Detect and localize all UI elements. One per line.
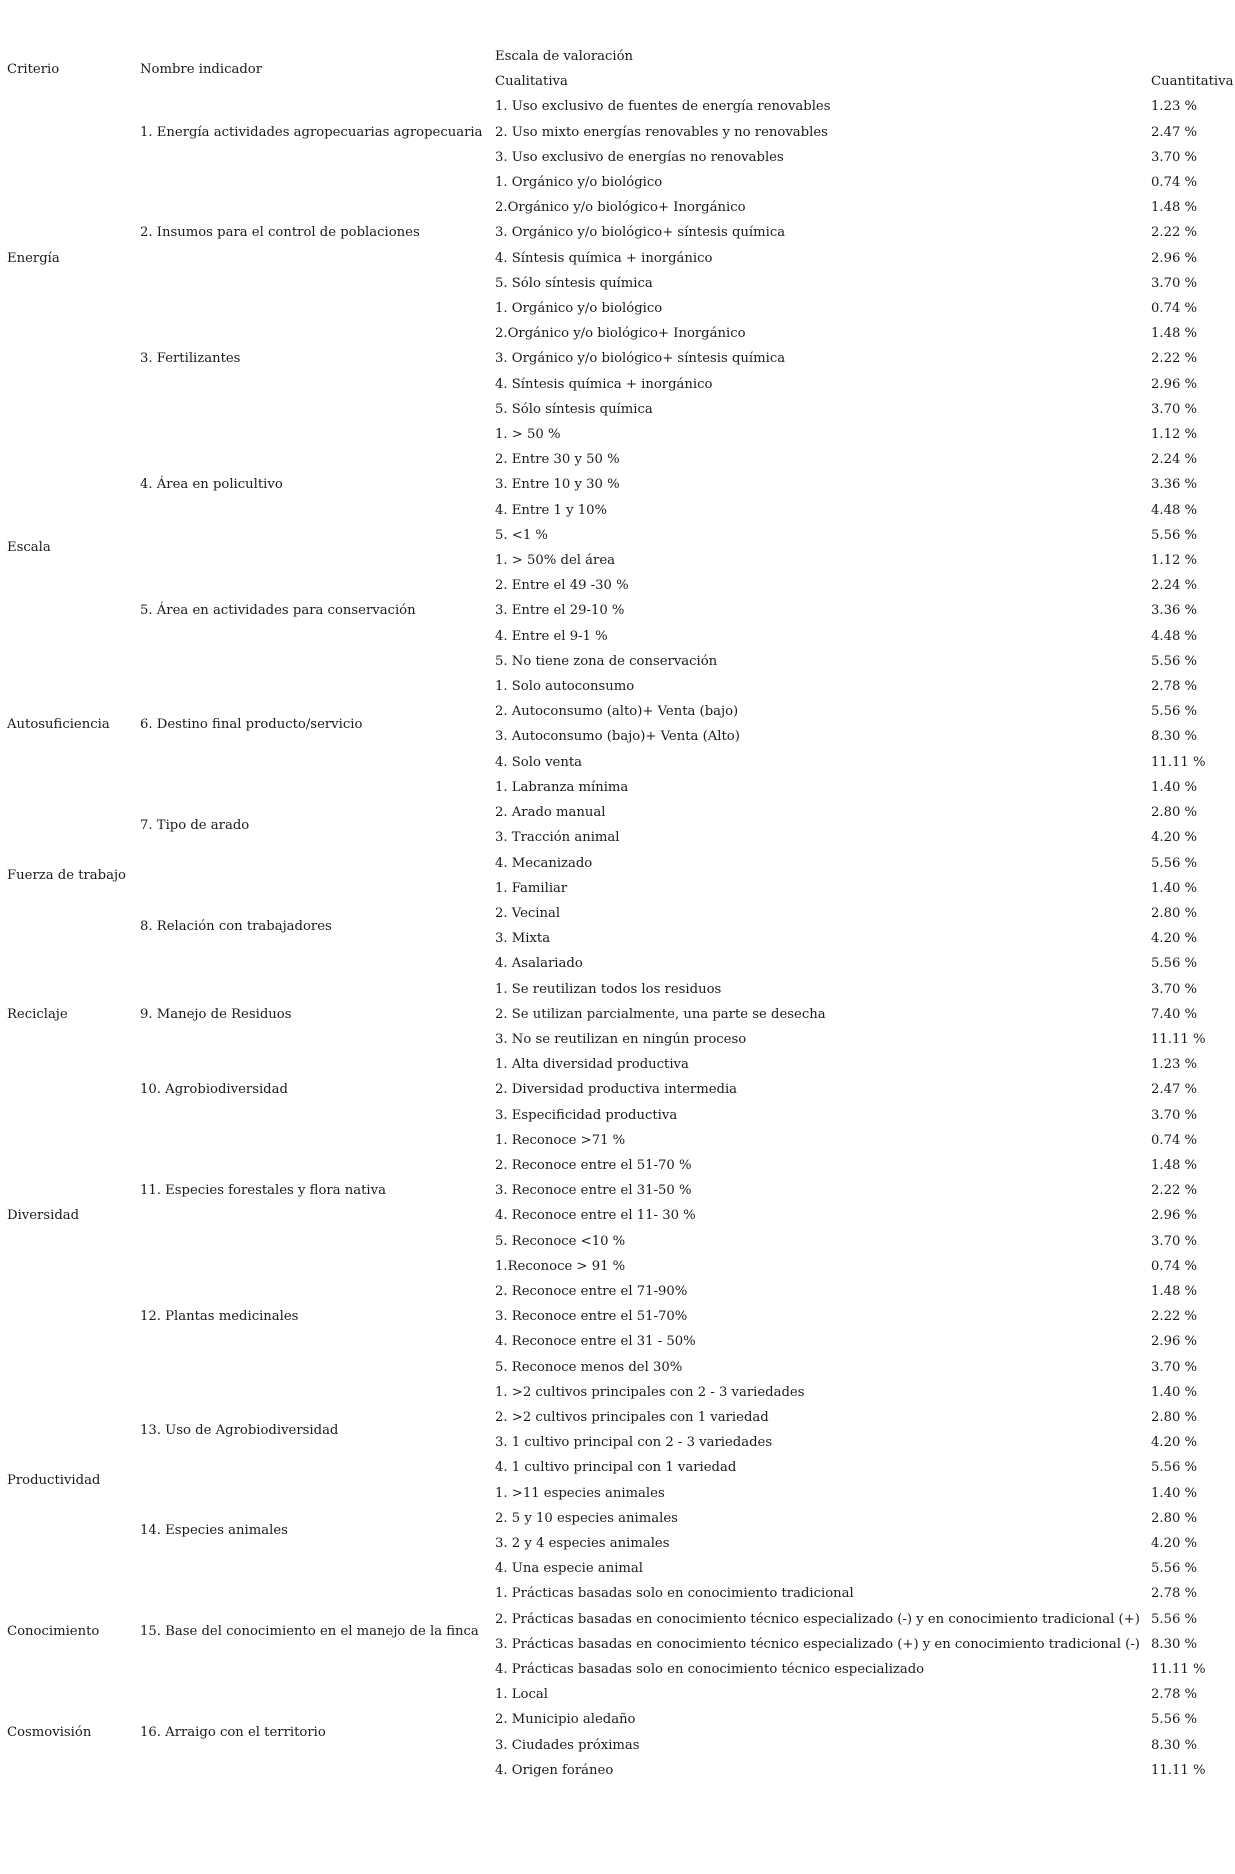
cuantitativa-cell: 11.11 % [1151, 1031, 1206, 1047]
cualitativa-cell: 4. Solo venta [495, 754, 583, 770]
cuantitativa-cell: 2.80 % [1151, 905, 1198, 921]
cuantitativa-cell: 2.96 % [1151, 1208, 1198, 1224]
table-row [7, 775, 1233, 800]
cuantitativa-cell: 4.20 % [1151, 830, 1198, 846]
cualitativa-cell: 4. Mecanizado [495, 855, 593, 871]
cuantitativa-cell: 5.56 % [1151, 855, 1198, 871]
cualitativa-cell: 4. Origen foráneo [495, 1762, 614, 1778]
cuantitativa-cell: 3.70 % [1151, 1107, 1198, 1123]
cuantitativa-cell: 7.40 % [1151, 1006, 1198, 1022]
cualitativa-cell: 1. > 50% del área [495, 553, 616, 569]
table-row [7, 94, 1233, 119]
cualitativa-cell: 4. 1 cultivo principal con 1 variedad [495, 1460, 737, 1476]
cuantitativa-cell: 3.70 % [1151, 275, 1198, 291]
cualitativa-cell: 5. <1 % [495, 527, 548, 543]
cuantitativa-cell: 5.56 % [1151, 1460, 1198, 1476]
header-criterio: Criterio [7, 61, 60, 77]
cuantitativa-cell: 1.40 % [1151, 880, 1198, 896]
indicador-cell: 7. Tipo de arado [140, 817, 250, 833]
cuantitativa-cell: 3.70 % [1151, 401, 1198, 417]
cuantitativa-cell: 5.56 % [1151, 1611, 1198, 1627]
cuantitativa-cell: 1.23 % [1151, 1057, 1198, 1073]
cuantitativa-cell: 1.48 % [1151, 326, 1198, 342]
cualitativa-cell: 3. Uso exclusivo de energías no renovables [495, 149, 784, 165]
table-row [7, 1254, 1233, 1279]
criterio-cell: Cosmovisión [7, 1725, 92, 1740]
cualitativa-cell: 2. Uso mixto energías renovables y no renovables [495, 124, 828, 140]
cualitativa-cell: 3. Entre 10 y 30 % [495, 477, 620, 493]
cualitativa-cell: 2. Prácticas basadas en conocimiento técnico especializado (-) y en conocimiento tradicional (+) [495, 1611, 1140, 1627]
cualitativa-cell: 3. 1 cultivo principal con 2 - 3 variedades [495, 1435, 773, 1451]
indicador-cell: 10. Agrobiodiversidad [140, 1082, 288, 1098]
cualitativa-cell: 2. Entre 30 y 50 % [495, 452, 620, 468]
table-row [7, 876, 1233, 901]
indicador-cell: 15. Base del conocimiento en el manejo de la finca [140, 1624, 479, 1640]
cuantitativa-cell: 3.70 % [1151, 1359, 1198, 1375]
criterio-cell: Diversidad [7, 1208, 80, 1224]
indicador-cell: 2. Insumos para el control de poblaciones [140, 225, 420, 241]
cuantitativa-cell: 8.30 % [1151, 1636, 1198, 1652]
cualitativa-cell: 2. Reconoce entre el 51-70 % [495, 1157, 692, 1173]
cualitativa-cell: 2. 5 y 10 especies animales [495, 1510, 678, 1526]
criterio-cell: Escala [7, 540, 51, 556]
cualitativa-cell: 3. Prácticas basadas en conocimiento técnico especializado (+) y en conocimiento tradicional (-) [495, 1636, 1140, 1652]
criterio-cell: Productividad [7, 1472, 101, 1488]
table-row [7, 170, 1233, 195]
indicador-cell: 4. Área en policultivo [140, 477, 283, 493]
cualitativa-cell: 1. Se reutilizan todos los residuos [495, 981, 722, 997]
cuantitativa-cell: 4.20 % [1151, 931, 1198, 947]
indicador-cell: 13. Uso de Agrobiodiversidad [140, 1422, 339, 1438]
criterio-cell: Autosuficiencia [7, 716, 110, 732]
cualitativa-cell: 4. Entre 1 y 10% [495, 502, 608, 518]
cuantitativa-cell: 3.70 % [1151, 149, 1198, 165]
cuantitativa-cell: 5.56 % [1151, 1561, 1198, 1577]
cuantitativa-cell: 3.70 % [1151, 981, 1198, 997]
cualitativa-cell: 3. Especificidad productiva [495, 1107, 678, 1123]
cuantitativa-cell: 4.20 % [1151, 1435, 1198, 1451]
indicador-cell: 3. Fertilizantes [140, 351, 241, 367]
cuantitativa-cell: 1.12 % [1151, 427, 1198, 443]
cuantitativa-cell: 2.22 % [1151, 1309, 1198, 1325]
indicador-cell: 8. Relación con trabajadores [140, 918, 332, 934]
cualitativa-cell: 3. Orgánico y/o biológico+ síntesis química [495, 225, 786, 241]
cualitativa-cell: 2. Municipio aledaño [495, 1712, 636, 1728]
table-row [7, 1052, 1233, 1077]
indicators-table [7, 44, 1233, 1783]
cualitativa-cell: 3. Mixta [495, 931, 551, 947]
cuantitativa-cell: 2.80 % [1151, 805, 1198, 821]
cuantitativa-cell: 2.47 % [1151, 124, 1198, 140]
indicador-cell: 12. Plantas medicinales [140, 1309, 299, 1325]
indicador-cell: 1. Energía actividades agropecuarias agropecuaria [140, 124, 483, 140]
indicador-cell: 14. Especies animales [140, 1523, 288, 1539]
cuantitativa-cell: 0.74 % [1151, 1132, 1198, 1148]
cuantitativa-cell: 8.30 % [1151, 729, 1198, 745]
cualitativa-cell: 1. Orgánico y/o biológico [495, 301, 663, 317]
cualitativa-cell: 1. Local [495, 1687, 548, 1703]
cualitativa-cell: 4. Una especie animal [495, 1561, 644, 1577]
cualitativa-cell: 3. Entre el 29-10 % [495, 603, 625, 619]
cuantitativa-cell: 1.12 % [1151, 553, 1198, 569]
cuantitativa-cell: 11.11 % [1151, 754, 1206, 770]
cualitativa-cell: 4. Asalariado [495, 956, 583, 972]
indicador-cell: 9. Manejo de Residuos [140, 1006, 292, 1022]
cualitativa-cell: 2. Vecinal [495, 905, 561, 921]
cualitativa-cell: 2.Orgánico y/o biológico+ Inorgánico [495, 200, 746, 216]
cualitativa-cell: 4. Síntesis química + inorgánico [495, 376, 713, 392]
cuantitativa-cell: 5.56 % [1151, 704, 1198, 720]
table-row [7, 1128, 1233, 1153]
cuantitativa-cell: 2.96 % [1151, 250, 1198, 266]
cuantitativa-cell: 5.56 % [1151, 527, 1198, 543]
cualitativa-cell: 4. Reconoce entre el 11- 30 % [495, 1208, 696, 1224]
cualitativa-cell: 2. Arado manual [495, 805, 606, 821]
table-row [7, 548, 1233, 573]
indicador-cell: 6. Destino final producto/servicio [140, 716, 363, 732]
criterio-cell: Reciclaje [7, 1006, 68, 1022]
cualitativa-cell: 1. Uso exclusivo de fuentes de energía renovables [495, 99, 831, 115]
cualitativa-cell: 1. Familiar [495, 880, 568, 896]
header-cuantitativa: Cuantitativa [1151, 74, 1234, 90]
cuantitativa-cell: 0.74 % [1151, 301, 1198, 317]
cuantitativa-cell: 2.78 % [1151, 679, 1198, 695]
table-row [7, 422, 1233, 447]
cuantitativa-cell: 2.47 % [1151, 1082, 1198, 1098]
cuantitativa-cell: 2.96 % [1151, 1334, 1198, 1350]
cuantitativa-cell: 2.80 % [1151, 1510, 1198, 1526]
cuantitativa-cell: 1.48 % [1151, 200, 1198, 216]
table-row [7, 1380, 1233, 1405]
cualitativa-cell: 1. Solo autoconsumo [495, 679, 635, 695]
cualitativa-cell: 1. Labranza mínima [495, 779, 629, 795]
cualitativa-cell: 5. Sólo síntesis química [495, 275, 653, 291]
cuantitativa-cell: 4.20 % [1151, 1535, 1198, 1551]
cualitativa-cell: 4. Prácticas basadas solo en conocimiento técnico especializado [495, 1662, 925, 1677]
table-body [7, 94, 1233, 1783]
cualitativa-cell: 4. Entre el 9-1 % [495, 628, 608, 644]
header-nombre-indicador: Nombre indicador [140, 61, 263, 77]
indicador-cell: 16. Arraigo con el territorio [140, 1725, 326, 1740]
cualitativa-cell: 2.Orgánico y/o biológico+ Inorgánico [495, 326, 746, 342]
cuantitativa-cell: 1.40 % [1151, 1485, 1198, 1501]
table-row [7, 977, 1233, 1002]
cuantitativa-cell: 2.24 % [1151, 578, 1198, 594]
cuantitativa-cell: 5.56 % [1151, 956, 1198, 972]
cualitativa-cell: 5. Sólo síntesis química [495, 401, 653, 417]
cuantitativa-cell: 2.22 % [1151, 351, 1198, 367]
cualitativa-cell: 1. >11 especies animales [495, 1485, 665, 1501]
indicador-cell: 11. Especies forestales y flora nativa [140, 1183, 386, 1199]
cualitativa-cell: 3. Tracción animal [495, 830, 620, 846]
criterio-cell: Conocimiento [7, 1624, 100, 1640]
cuantitativa-cell: 1.40 % [1151, 779, 1198, 795]
criterio-cell: Fuerza de trabajo [7, 868, 126, 884]
cuantitativa-cell: 2.22 % [1151, 1183, 1198, 1199]
cuantitativa-cell: 3.36 % [1151, 477, 1198, 493]
cuantitativa-cell: 2.78 % [1151, 1687, 1198, 1703]
table-row [7, 1682, 1233, 1707]
cuantitativa-cell: 2.78 % [1151, 1586, 1198, 1602]
cualitativa-cell: 1. Prácticas basadas solo en conocimiento tradicional [495, 1586, 854, 1602]
table-row [7, 1481, 1233, 1506]
cuantitativa-cell: 5.56 % [1151, 1712, 1198, 1728]
cualitativa-cell: 3. Ciudades próximas [495, 1737, 640, 1753]
cuantitativa-cell: 1.48 % [1151, 1283, 1198, 1299]
valuation-table [7, 44, 1233, 1783]
cualitativa-cell: 2. Diversidad productiva intermedia [495, 1082, 738, 1098]
cuantitativa-cell: 0.74 % [1151, 1258, 1198, 1274]
indicador-cell: 5. Área en actividades para conservación [140, 603, 416, 619]
table-row [7, 296, 1233, 321]
cualitativa-cell: 5. Reconoce menos del 30% [495, 1359, 683, 1375]
cualitativa-cell: 2. Entre el 49 -30 % [495, 578, 629, 594]
cualitativa-cell: 3. No se reutilizan en ningún proceso [495, 1031, 747, 1047]
cuantitativa-cell: 11.11 % [1151, 1762, 1206, 1778]
table-row [7, 674, 1233, 699]
cuantitativa-cell: 1.23 % [1151, 99, 1198, 115]
cualitativa-cell: 1. Orgánico y/o biológico [495, 175, 663, 191]
cualitativa-cell: 2. Se utilizan parcialmente, una parte se desecha [495, 1006, 826, 1022]
cuantitativa-cell: 2.22 % [1151, 225, 1198, 241]
cualitativa-cell: 2. Autoconsumo (alto)+ Venta (bajo) [495, 704, 739, 720]
cualitativa-cell: 2. Reconoce entre el 71-90% [495, 1283, 688, 1299]
cuantitativa-cell: 1.48 % [1151, 1157, 1198, 1173]
cuantitativa-cell: 0.74 % [1151, 175, 1198, 191]
cuantitativa-cell: 2.80 % [1151, 1409, 1198, 1425]
header-cualitativa: Cualitativa [495, 74, 568, 90]
cualitativa-cell: 1. > 50 % [495, 427, 561, 443]
cuantitativa-cell: 2.96 % [1151, 376, 1198, 392]
cualitativa-cell: 3. Orgánico y/o biológico+ síntesis química [495, 351, 786, 367]
header-row-1 [7, 44, 1233, 69]
cualitativa-cell: 1.Reconoce > 91 % [495, 1258, 626, 1274]
cuantitativa-cell: 3.36 % [1151, 603, 1198, 619]
cualitativa-cell: 5. Reconoce <10 % [495, 1233, 626, 1249]
cuantitativa-cell: 5.56 % [1151, 653, 1198, 669]
cualitativa-cell: 1. >2 cultivos principales con 2 - 3 variedades [495, 1384, 805, 1400]
cuantitativa-cell: 3.70 % [1151, 1233, 1198, 1249]
cualitativa-cell: 4. Reconoce entre el 31 - 50% [495, 1334, 696, 1350]
cualitativa-cell: 3. 2 y 4 especies animales [495, 1535, 670, 1551]
cualitativa-cell: 3. Reconoce entre el 51-70% [495, 1309, 688, 1325]
cualitativa-cell: 3. Reconoce entre el 31-50 % [495, 1183, 692, 1199]
cualitativa-cell: 4. Síntesis química + inorgánico [495, 250, 713, 266]
cuantitativa-cell: 1.40 % [1151, 1384, 1198, 1400]
cuantitativa-cell: 4.48 % [1151, 628, 1198, 644]
cuantitativa-cell: 8.30 % [1151, 1737, 1198, 1753]
cuantitativa-cell: 11.11 % [1151, 1662, 1206, 1677]
cualitativa-cell: 1. Reconoce >71 % [495, 1132, 626, 1148]
criterio-cell: Energía [7, 250, 60, 266]
header-escala-valoracion: Escala de valoración [495, 49, 634, 64]
cualitativa-cell: 3. Autoconsumo (bajo)+ Venta (Alto) [495, 729, 740, 745]
cualitativa-cell: 2. >2 cultivos principales con 1 variedad [495, 1409, 769, 1425]
table-row [7, 1581, 1233, 1606]
cualitativa-cell: 1. Alta diversidad productiva [495, 1057, 689, 1073]
cuantitativa-cell: 2.24 % [1151, 452, 1198, 468]
cualitativa-cell: 5. No tiene zona de conservación [495, 653, 718, 669]
cuantitativa-cell: 4.48 % [1151, 502, 1198, 518]
